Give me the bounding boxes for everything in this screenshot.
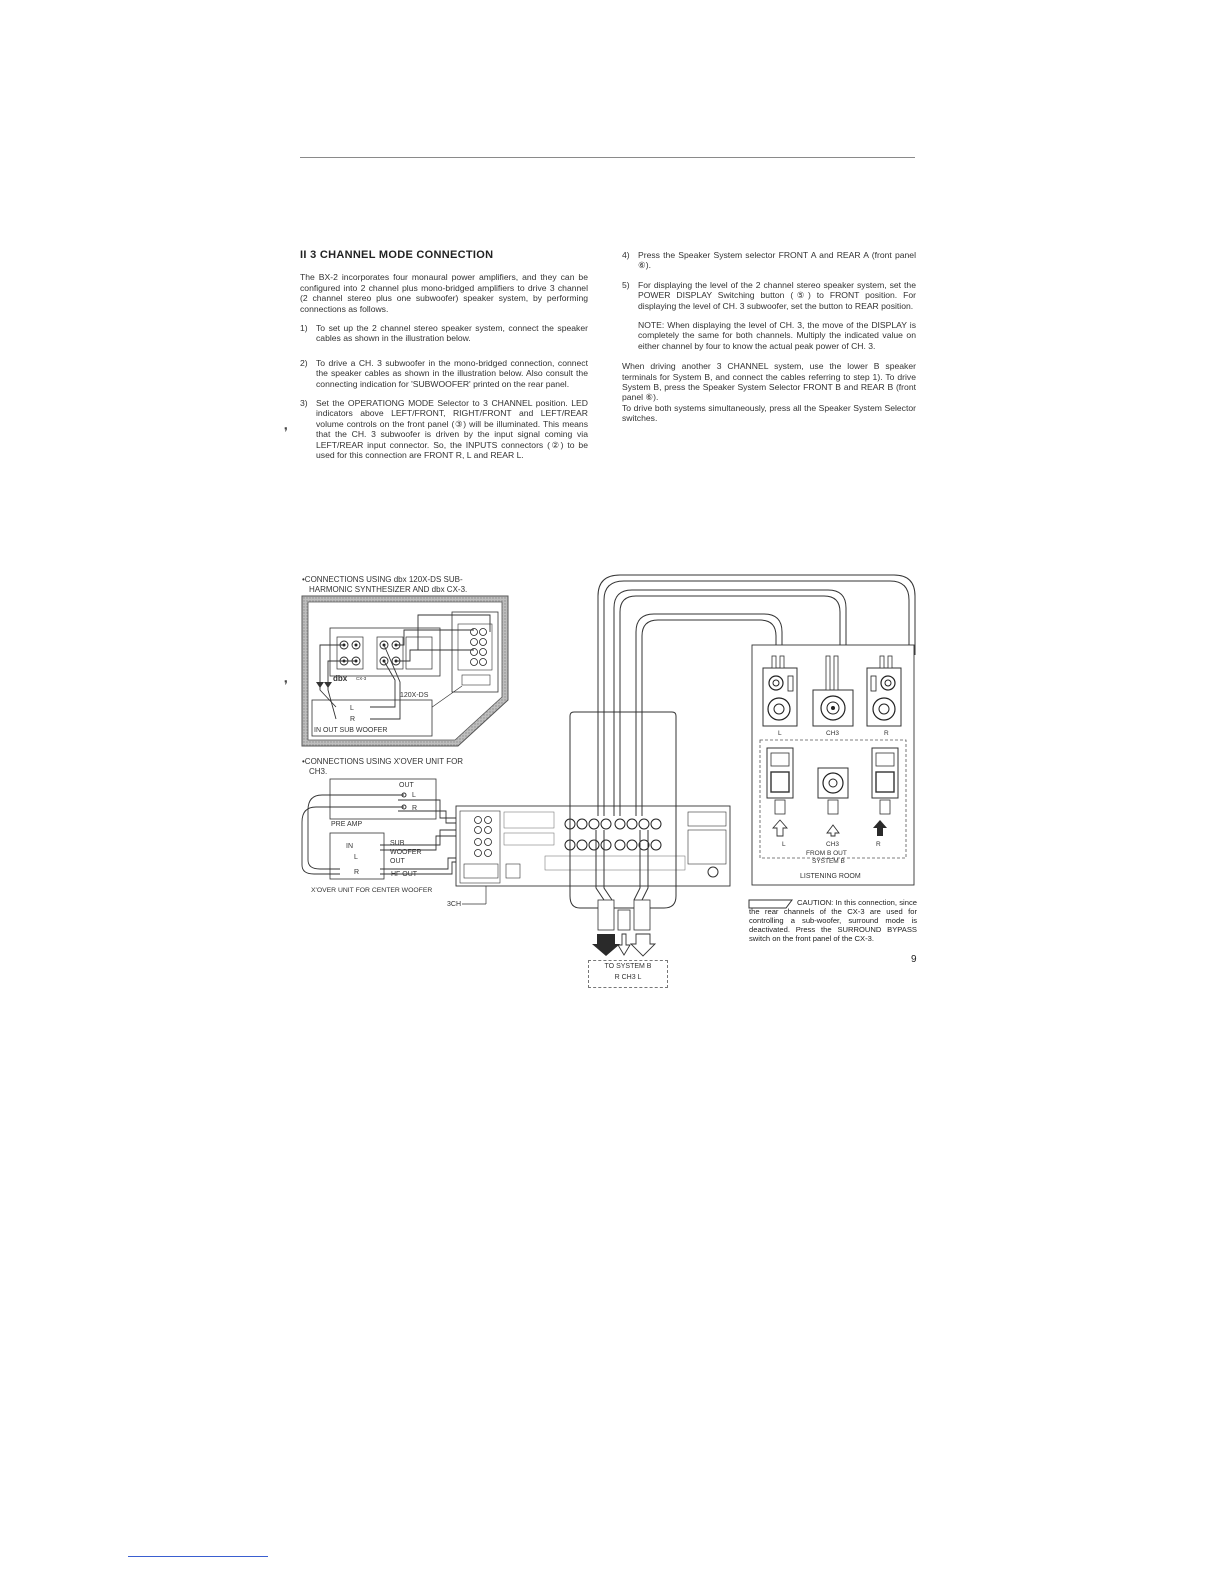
speaker-l-label: L	[778, 730, 782, 737]
amplifier-rear-panel	[447, 806, 730, 908]
note-paragraph: NOTE: When displaying the level of CH. 3, the move of the DISPLAY is completely the same for both channels. Multiply the indicated value on either channel by four to know the actual peak power of CH. 3.	[638, 320, 916, 351]
xover-panel	[302, 779, 476, 894]
xover-out-label: OUT	[399, 782, 414, 789]
xover-r-label: R	[412, 805, 418, 812]
from-b-out-label: FROM B OUT	[806, 850, 847, 857]
amp-3ch-label: 3CH	[447, 901, 462, 908]
speaker-r-label: R	[884, 730, 889, 737]
caution-text	[749, 898, 917, 943]
xover-sub-label: SUB	[390, 840, 405, 847]
xover-unit-caption: X'OVER UNIT FOR CENTER WOOFER	[311, 887, 433, 894]
xover-out2-label: OUT	[390, 858, 405, 865]
margin-mark: ❜	[284, 425, 288, 439]
step-text: Set the OPERATIONG MODE Selector to 3 CHANNEL position. LED indicators above LEFT/FRONT, RIGHT/FRONT and LEFT/REAR volume controls on the front panel (③) will be illuminated. This means that the CH. 3 subwoofer is driven by the input signal coming via LEFT/REAR input connector. So, the INPUTS connectors (②) to be used for this connection are FRONT R, L and REAR L.	[316, 398, 588, 461]
xover-caption-line1: •CONNECTIONS USING X'OVER UNIT FOR	[302, 757, 464, 766]
dbx-logo: dbx	[333, 674, 348, 683]
system-b-r-label: R	[876, 841, 881, 848]
listening-room	[752, 645, 914, 885]
xover-l2-label: L	[354, 854, 358, 861]
page-number: 9	[911, 954, 917, 965]
cx3-label: CX-3	[356, 676, 367, 681]
step-text: For displaying the level of the 2 channel stereo speaker system, set the POWER DISPLAY Switching button (⑤) to FRONT position. For displaying the level of CH. 3 subwoofer, set the button to REAR position.	[638, 279, 916, 311]
dbx-panel	[302, 596, 508, 746]
to-system-b-box	[588, 960, 668, 988]
caution-paragraph: CAUTION: In this connection, since the rear channels of the CX-3 are used for controlling a sub-woofer, surround mode is deactivated. Press the SURROUND BYPASS switch on the front panel of the CX-3.	[749, 898, 917, 943]
xover-in-label: IN	[346, 843, 353, 850]
listening-room-label: LISTENING ROOM	[800, 873, 861, 880]
intro-paragraph: The BX-2 incorporates four monaural power amplifiers, and they can be configured into 2 channel plus mono-bridged amplifiers to drive 3 channel (2 channel stereo plus one subwoofer) speaker system, by performing connections as follows.	[300, 272, 588, 314]
margin-mark: ❜	[284, 678, 288, 692]
step-text: To drive a CH. 3 subwoofer in the mono-bridged connection, connect the speaker cables as shown in the illustration below. Also consult the connecting indication for 'SUBWOOFER' printed on the rear panel.	[316, 357, 588, 389]
dbx-caption-line2: HARMONIC SYNTHESIZER AND dbx CX-3.	[309, 584, 468, 594]
section-heading: II 3 CHANNEL MODE CONNECTION	[300, 249, 494, 261]
dbx-caption-line1: •CONNECTIONS USING dbx 120X-DS SUB-	[302, 575, 463, 584]
system-b-both-paragraph: To drive both systems simultaneously, press all the Speaker System Selector switches.	[622, 402, 916, 424]
step-text: Press the Speaker System selector FRONT A and REAR A (front panel ⑥).	[638, 250, 916, 271]
to-system-b-channels: R CH3 L	[614, 974, 642, 981]
dbx-r-label: R	[350, 716, 356, 723]
speaker-ch3-label: CH3	[826, 730, 840, 737]
to-system-b-label: TO SYSTEM B	[604, 963, 652, 970]
step-number: 2)	[300, 357, 308, 368]
xover-woofer-label: WOOFER	[390, 849, 422, 856]
bottom-rule	[128, 1556, 268, 1557]
120x-label: 120X-DS	[400, 692, 429, 699]
system-b-label: SYSTEM B	[812, 858, 845, 865]
system-b-ch3-label: CH3	[826, 841, 840, 848]
xover-r2-label: R	[354, 869, 360, 876]
dbx-io-label: IN OUT SUB WOOFER	[314, 727, 388, 734]
step-number: 5)	[622, 279, 630, 290]
system-b-paragraph: When driving another 3 CHANNEL system, use the lower B speaker terminals for System B, and connect the cables referring to step 1). To drive System B, press the Speaker System Selector FRONT B and REAR B (front panel ⑥).	[622, 361, 916, 403]
pre-amp-label: PRE AMP	[331, 821, 363, 828]
xover-l-label: L	[412, 792, 416, 799]
xover-hf-label: HF OUT	[391, 871, 418, 878]
dbx-l-label: L	[350, 705, 354, 712]
system-b-l-label: L	[782, 841, 786, 848]
step-number: 4)	[622, 250, 630, 260]
pre-amp-unit	[330, 779, 436, 819]
step-number: 3)	[300, 398, 308, 409]
xover-caption-line2: CH3.	[309, 766, 328, 776]
step-number: 1)	[300, 323, 308, 334]
step-text: To set up the 2 channel stereo speaker system, connect the speaker cables as shown in the illustration below.	[316, 323, 588, 344]
